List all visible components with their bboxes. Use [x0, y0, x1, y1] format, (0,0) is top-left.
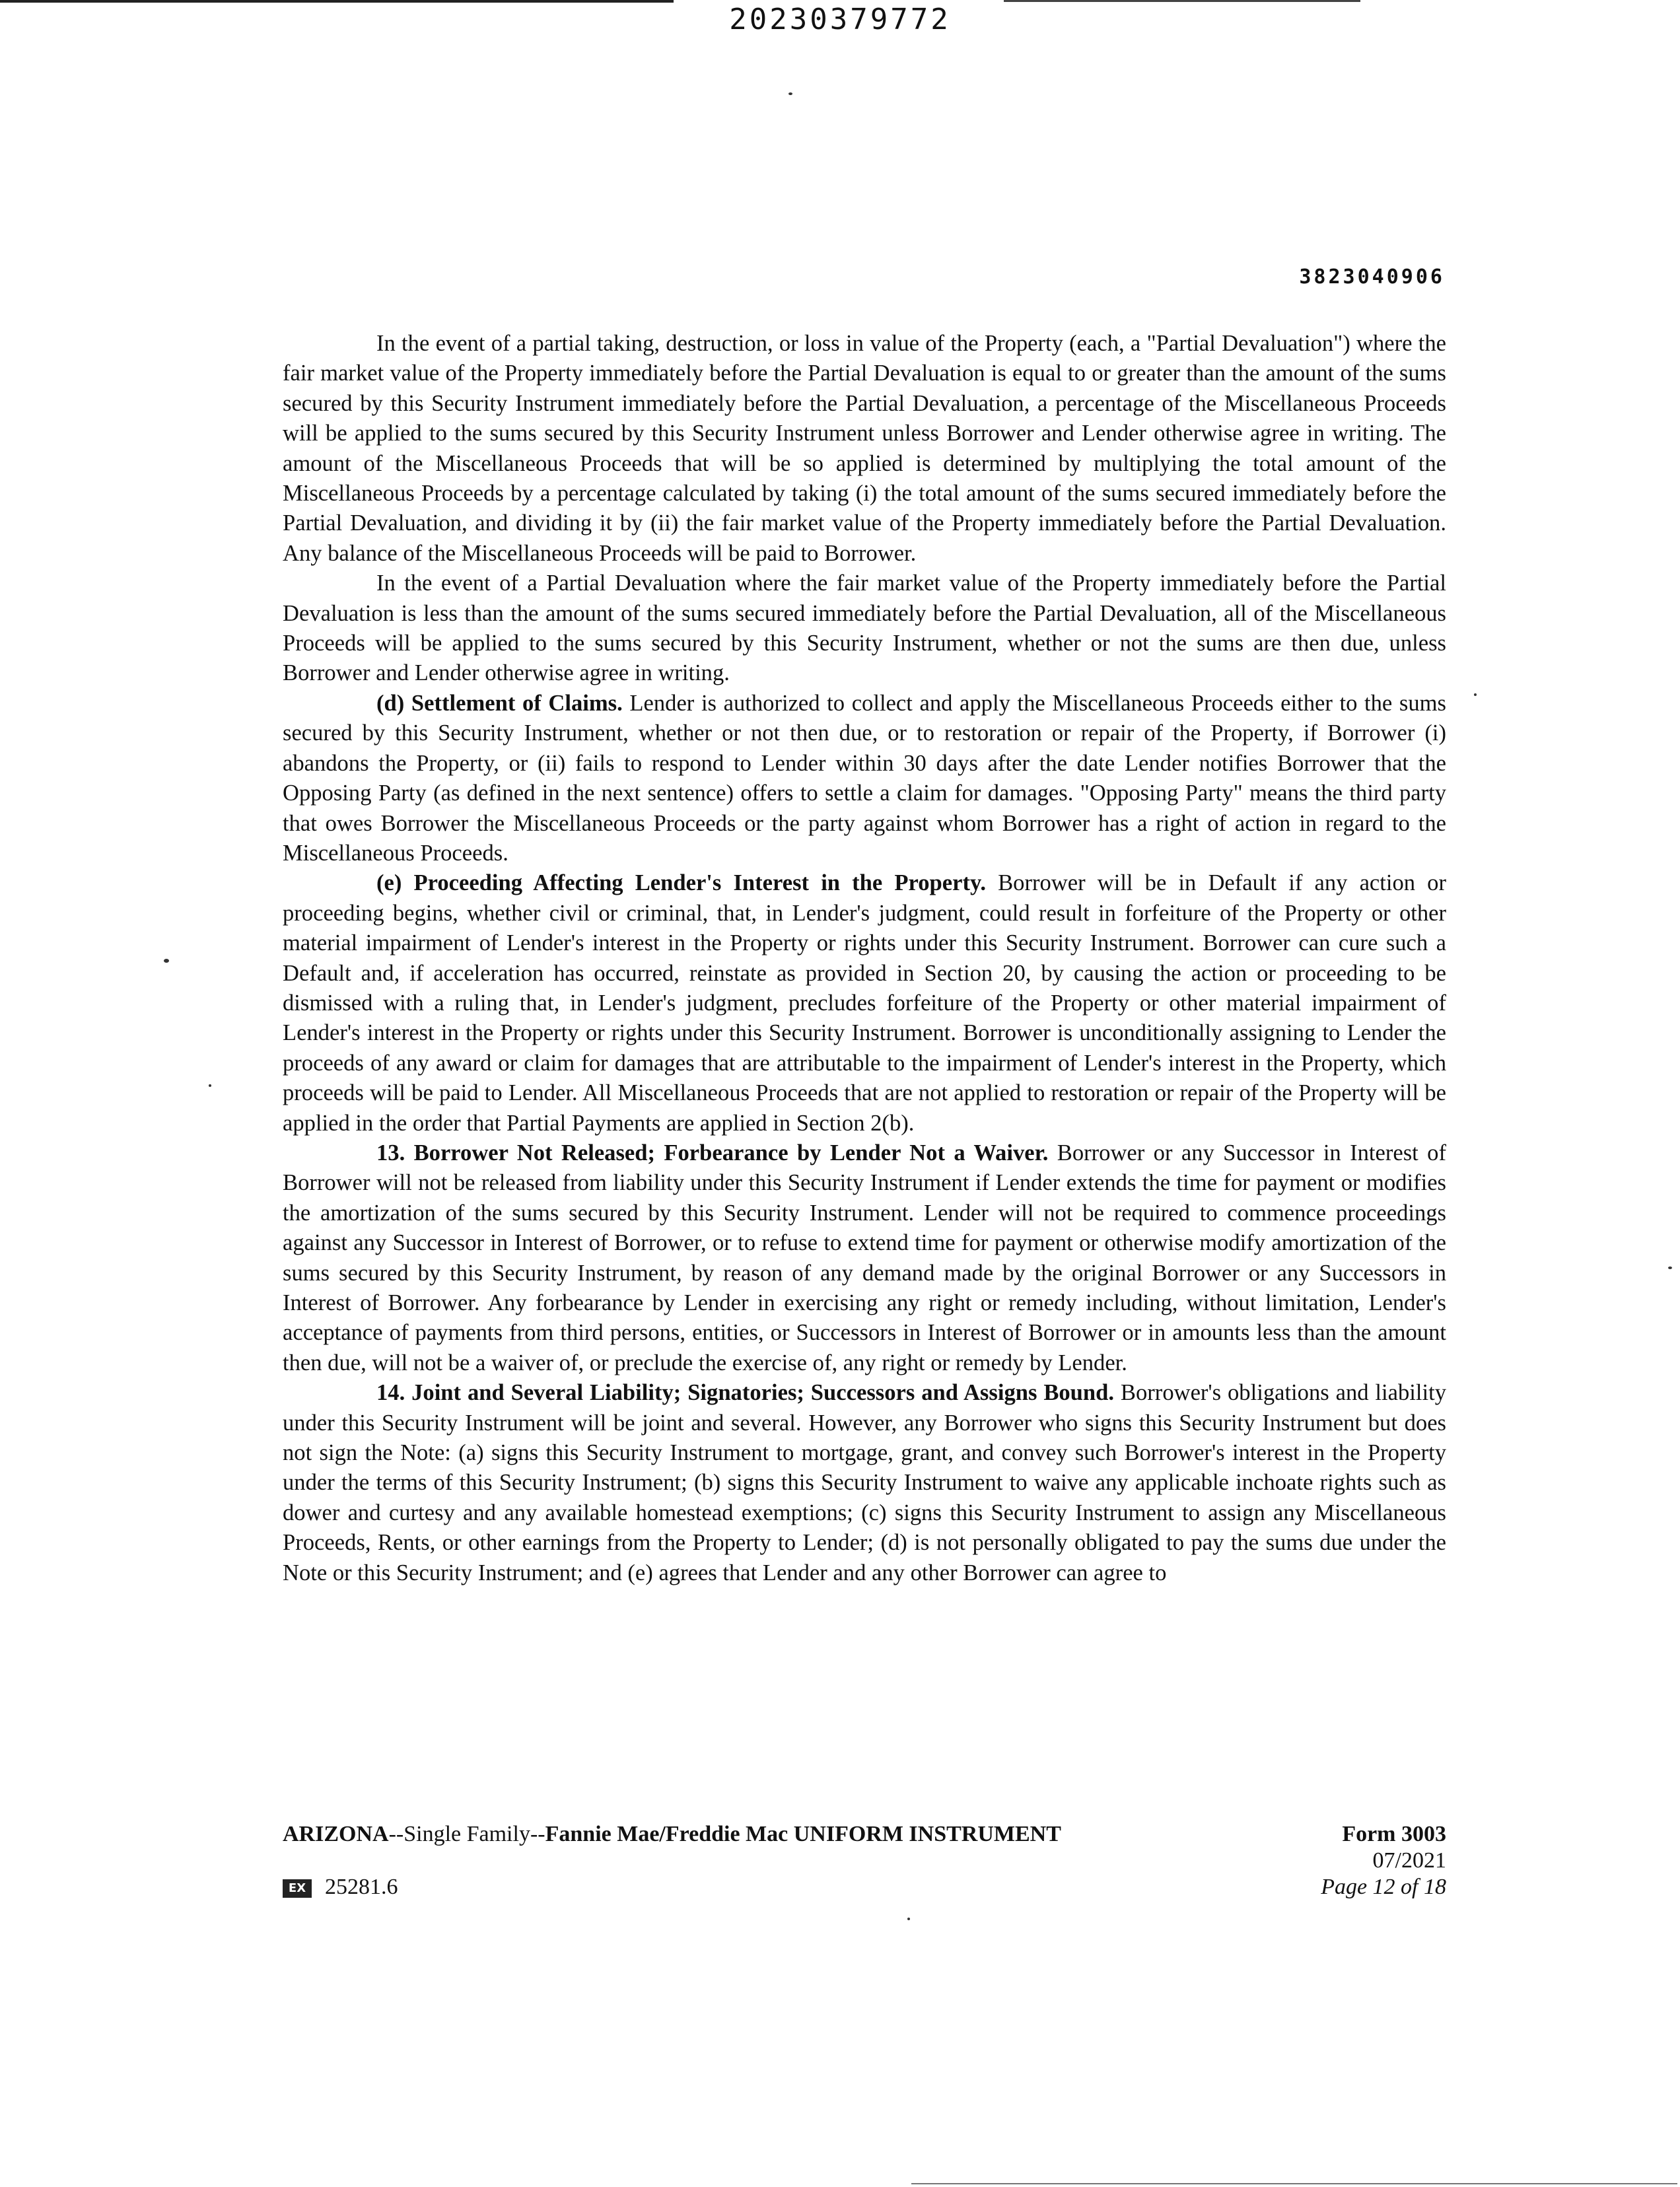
paragraph-text: Lender is authorized to collect and apply the Miscellaneous Proceeds either to the sums secured by this Security Instrument, whether or not then due, or to restoration or repair of the Property, if Borrower (i) abandons the Property, or (ii) fails to respond to Lender within 30 days after the date Lender notifies Borrower that the Opposing Party (as defined in the next sentence) offers to settle a claim for damages. "Opposing Party" means the third party that owes Borrower the Miscellaneous Proceeds or the party against whom Borrower has a right of action in regard to the Miscellaneous Proceeds. [283, 690, 1446, 866]
footer-agencies: Fannie Mae/Freddie Mac UNIFORM INSTRUMENT [545, 1822, 1061, 1846]
recording-number: 20230379772 [729, 3, 951, 36]
paragraph-text: Borrower or any Successor in Interest of Borrower will not be released from liability under this Security Instrument if Lender extends the time for payment or modifies the amortization of the sums secured by this Security Instrument. Lender will not be required to commence proceedings against any Successor in Interest of Borrower, or to refuse to extend time for payment or otherwise modify amortization of the sums secured by this Security Instrument, by reason of any demand made by the original Borrower or any Successors in Interest of Borrower. Any forbearance by Lender in exercising any right or remedy including, without limitation, Lender's acceptance of payments from third persons, entities, or Successors in Interest of Borrower or in amounts less than the amount then due, will not be a waiver of, or preclude the exercise of, any right or remedy by Lender. [283, 1140, 1446, 1375]
ellie-mae-logo-icon: EX [283, 1879, 312, 1898]
section-heading: 13. Borrower Not Released; Forbearance by Lender Not a Waiver. [376, 1140, 1049, 1165]
footer-doc-id [283, 1874, 398, 1900]
scan-edge-rule [911, 2183, 1677, 2184]
paragraph-text: Borrower's obligations and liability under this Security Instrument will be joint and several. However, any Borrower who signs this Security Instrument but does not sign the Note: (a) signs this Security Instrument to mortgage, grant, and convey such Borrower's interest in the Property under the terms of this Security Instrument; (b) signs this Security Instrument to waive any applicable inchoate rights such as dower and curtesy and any available homestead exemptions; (c) signs this Security Instrument to assign any Miscellaneous Proceeds, Rents, or other earnings from the Property to Lender; (d) is not personally obligated to pay the sums due under the Note or this Security Instrument; and (e) agrees that Lender and any other Borrower can agree to [283, 1380, 1446, 1585]
section-heading: (d) Settlement of Claims. [376, 690, 623, 716]
paragraph-partial-devaluation-less: In the event of a Partial Devaluation where the fair market value of the Property immediately before the Partial Devaluation is less than the amount of the sums secured immediately before the Partial Devaluation, all of the Miscellaneous Proceeds will be applied to the sums secured by this Security Instrument, whether or not the sums are then due, unless Borrower and Lender otherwise agree in writing. [283, 571, 1446, 686]
document-body [283, 329, 1446, 1588]
scan-speck [788, 92, 792, 95]
paragraph-settlement-of-claims [283, 689, 1446, 868]
footer-form-info [1248, 1821, 1446, 1900]
scan-edge-rule [1004, 0, 1360, 2]
footer-form-title [283, 1821, 1247, 1848]
footer-form-date: 07/2021 [1372, 1848, 1446, 1873]
loan-number: 3823040906 [1299, 265, 1445, 289]
paragraph-borrower-not-released [283, 1138, 1446, 1378]
paragraph-text: Borrower will be in Default if any action or proceeding begins, whether civil or criminal, that, in Lender's judgment, could result in forfeiture of the Property or other material impairment of Lender's interest in the Property or rights under this Security Instrument. Borrower can cure such a Default and, if acceleration has occurred, reinstate as provided in Section 20, by causing the action or proceeding to be dismissed with a ruling that, in Lender's judgment, precludes forfeiture of the Property or other material impairment of Lender's interest in the Property or rights under this Security Instrument. Borrower is unconditionally assigning to Lender the proceeds of any award or claim for damages that are attributable to the impairment of Lender's interest in the Property, which proceeds will be paid to Lender. All Miscellaneous Proceeds that are not applied to restoration or repair of the Property will be applied in the order that Partial Payments are applied in Section 2(b). [283, 870, 1446, 1136]
section-heading: (e) Proceeding Affecting Lender's Interest in the Property. [376, 870, 986, 896]
paragraph-joint-several-liability [283, 1378, 1446, 1588]
scan-speck [1668, 1267, 1672, 1269]
paragraph-proceeding-affecting-interest [283, 868, 1446, 1138]
scan-speck [209, 1084, 211, 1087]
footer-page-number: Page 12 of 18 [1321, 1875, 1446, 1899]
footer-form-number: Form 3003 [1342, 1822, 1446, 1846]
scan-speck [907, 1918, 910, 1920]
section-heading: 14. Joint and Several Liability; Signatories; Successors and Assigns Bound. [376, 1380, 1115, 1406]
scan-speck [1474, 693, 1477, 696]
paragraph-partial-devaluation: In the event of a partial taking, destruction, or loss in value of the Property (each, a "Partial Devaluation") where the fair market value of the Property immediately before the Partial Devaluation is equal to or greater than the amount of the sums secured by this Security Instrument immediately before the Partial Devaluation, a percentage of the Miscellaneous Proceeds will be applied to the sums secured by this Security Instrument unless Borrower and Lender otherwise agree in writing. The amount of the Miscellaneous Proceeds that will be so applied is determined by multiplying the total amount of the Miscellaneous Proceeds by a percentage calculated by taking (i) the total amount of the sums secured immediately before the Partial Devaluation, and dividing it by (ii) the fair market value of the Property immediately before the Partial Devaluation. Any balance of the Miscellaneous Proceeds will be paid to Borrower. [283, 331, 1446, 566]
footer-state: ARIZONA [283, 1822, 389, 1846]
footer-separator: --Single Family-- [388, 1822, 545, 1846]
footer-doc-code: 25281.6 [325, 1875, 398, 1899]
scan-speck [164, 959, 169, 963]
